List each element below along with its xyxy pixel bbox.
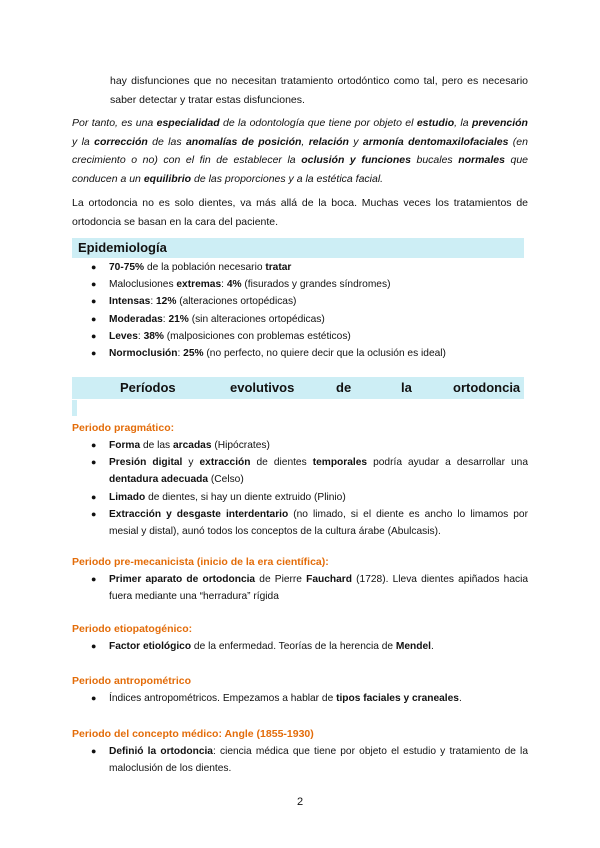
bold-text: relación <box>308 135 349 148</box>
epidemiologia-heading-band <box>72 238 524 258</box>
periodos-heading-band <box>72 377 524 399</box>
text-run: , <box>301 135 309 148</box>
text-run: (Celso) <box>208 474 244 486</box>
periodo-pragmatico-list <box>72 437 528 540</box>
text-run: de Pierre <box>255 574 307 585</box>
bullet-icon: ● <box>91 348 97 359</box>
bullet-icon: ● <box>91 693 97 703</box>
bold-text: especialidad <box>156 117 220 129</box>
bold-text: temporales <box>312 457 368 469</box>
bullet-icon: ● <box>91 491 97 502</box>
bold-text: Limado <box>109 491 146 503</box>
text-run: : <box>177 348 184 360</box>
text-run: (malposiciones con problemas estéticos) <box>163 330 351 342</box>
text-run: (no perfecto, no quiere decir que la oclusión es ideal) <box>203 348 446 360</box>
epidemiologia-heading: Epidemiología <box>78 240 167 255</box>
periodo-etiopatogenico-heading: Periodo etiopatogénico: <box>72 623 193 635</box>
list-item <box>72 489 528 506</box>
bold-text: 38% <box>143 330 164 342</box>
text-run: : <box>162 313 169 325</box>
text-run: que conducen a un <box>72 154 528 185</box>
text-run: : <box>150 296 157 308</box>
periodo-premecanicista-heading: Periodo pre-mecanicista (inicio de la era científica): <box>72 556 329 568</box>
text-run: (alteraciones ortopédicas) <box>176 296 297 308</box>
text-run: de la enfermedad. Teorías de la herencia de <box>191 641 396 652</box>
text-run: : ciencia médica que tiene por objeto el estudio y tratamiento de la maloclusión de los dientes. <box>109 746 528 775</box>
bold-text: extremas <box>176 279 222 291</box>
text-run: de la odontología que tiene por objeto el <box>219 117 417 129</box>
bold-text: dentadura adecuada <box>109 474 209 486</box>
bullet-icon: ● <box>91 574 97 584</box>
text-run: (fisurados y grandes síndromes) <box>241 279 391 291</box>
text-run: (Hipócrates) <box>211 440 270 451</box>
bullet-icon: ● <box>91 279 97 290</box>
bold-text: 12% <box>156 296 177 308</box>
list-item <box>72 506 528 540</box>
bullet-icon: ● <box>91 457 97 468</box>
text-run: (en crecimiento o no) con el fin de establecer la <box>72 135 528 166</box>
text-run: y la <box>72 135 95 148</box>
list-item <box>72 743 528 777</box>
list-item <box>72 345 528 362</box>
periodos-heading-word: la <box>401 380 412 395</box>
bold-text: 70-75% <box>109 262 145 273</box>
bold-text: Moderadas <box>109 313 163 325</box>
bold-text: Intensas <box>109 296 151 308</box>
text-run: Índices antropométricos. Empezamos a hablar de <box>109 693 337 704</box>
text-run: (sin alteraciones ortopédicas) <box>188 313 325 325</box>
text-run: y <box>182 457 200 469</box>
bold-text: tipos faciales y craneales <box>336 693 459 704</box>
periodos-heading-word: evolutivos <box>230 380 295 395</box>
periodo-premecanicista-list <box>72 571 528 605</box>
bold-text: 21% <box>168 313 189 325</box>
bold-text: normales <box>458 154 505 166</box>
bold-text: estudio <box>416 117 455 129</box>
text-run: Maloclusiones <box>109 279 177 291</box>
text-run: . <box>458 693 462 704</box>
text-run: : <box>137 330 144 342</box>
bold-text: Normoclusión <box>109 348 178 360</box>
list-item <box>72 571 528 605</box>
bold-text: anomalías de posición <box>185 135 302 148</box>
periodo-etiopatogenico-list <box>72 638 528 655</box>
periodo-angle-list <box>72 743 528 777</box>
text-run: (no limado, si el diente es ancho lo limamos por mesial y distal), aunó todos los conceptos de la cultura árabe (Abulcasis). <box>109 508 528 538</box>
bold-text: Definió la ortodoncia <box>109 746 213 757</box>
list-item <box>72 259 528 276</box>
epidemiologia-list <box>72 259 528 362</box>
text-run: bucales <box>410 154 459 166</box>
list-item <box>72 454 528 488</box>
periodo-antropometrico-heading: Periodo antropométrico <box>72 675 192 687</box>
periodos-heading-word: de <box>336 380 352 395</box>
bold-text: corrección <box>94 135 148 148</box>
text-run: . <box>431 641 434 652</box>
bold-text: Mendel <box>395 641 432 652</box>
bold-text: Presión digital <box>109 457 183 469</box>
cursor-marker <box>72 400 77 416</box>
periodos-heading-word: ortodoncia <box>453 380 521 395</box>
bold-text: Extracción y desgaste interdentario <box>109 508 289 520</box>
bold-text: Primer aparato de ortodoncia <box>109 574 256 585</box>
bullet-icon: ● <box>91 641 97 651</box>
bullet-icon: ● <box>91 330 97 341</box>
text-run: de dientes <box>250 457 313 469</box>
bold-text: Forma <box>109 440 141 451</box>
text-run: de la población necesario <box>144 262 266 273</box>
list-item <box>72 328 528 345</box>
list-item <box>72 437 528 454</box>
text-run: (1728). Lleva dientes apiñados hacia fuera mediante una “herradura” rígida <box>109 574 529 603</box>
text-run: Por tanto, es una <box>72 117 157 129</box>
periodo-antropometrico-list <box>72 690 528 707</box>
text-run: de las proporciones y a la estética facial. <box>191 172 384 185</box>
text-run: de dientes, si hay un diente extruido (Plinio) <box>145 491 346 503</box>
definition-paragraph <box>72 114 528 188</box>
periodo-angle-heading: Periodo del concepto médico: Angle (1855-1930) <box>72 728 314 740</box>
bullet-icon: ● <box>91 262 97 272</box>
page-number: 2 <box>296 796 304 808</box>
bullet-icon: ● <box>91 440 97 450</box>
bold-text: Fauchard <box>306 574 352 585</box>
bold-text: 4% <box>226 279 242 291</box>
bullet-icon: ● <box>91 296 97 307</box>
text-run: de las <box>140 440 173 451</box>
bold-text: equilibrio <box>143 172 192 185</box>
periodo-pragmatico-heading: Periodo pragmático: <box>72 422 175 434</box>
list-item <box>72 638 528 655</box>
bold-text: Leves <box>109 330 138 342</box>
text-run: : <box>221 279 227 291</box>
text-run: de las <box>147 135 186 148</box>
list-item <box>72 293 528 310</box>
list-item <box>72 311 528 328</box>
bullet-icon: ● <box>91 508 97 519</box>
bold-text: Factor etiológico <box>109 641 192 652</box>
bold-text: extracción <box>199 457 251 469</box>
text-run: y <box>348 135 363 148</box>
bold-text: 25% <box>183 348 204 360</box>
bold-text: arcadas <box>173 440 212 451</box>
list-item <box>72 276 528 293</box>
periodos-heading-word: Períodos <box>120 380 176 395</box>
bullet-icon: ● <box>91 746 97 756</box>
bold-text: armonía dentomaxilofaciales <box>362 135 509 148</box>
text-run: podría ayudar a desarrollar una <box>367 457 528 469</box>
bullet-icon: ● <box>91 313 97 324</box>
bold-text: oclusión y funciones <box>301 154 411 166</box>
bold-text: tratar <box>265 262 292 273</box>
intro-paragraph: hay disfunciones que no necesitan tratamiento ortodóntico como tal, pero es necesario saber detectar y tratar estas disfunciones. <box>110 75 528 106</box>
list-item <box>72 690 528 707</box>
bold-text: prevención <box>471 117 528 129</box>
text-run: , la <box>454 117 472 129</box>
face-paragraph: La ortodoncia no es solo dientes, va más allá de la boca. Muchas veces los tratamientos de ortodoncia se basan en la cara del paciente. <box>72 197 528 228</box>
